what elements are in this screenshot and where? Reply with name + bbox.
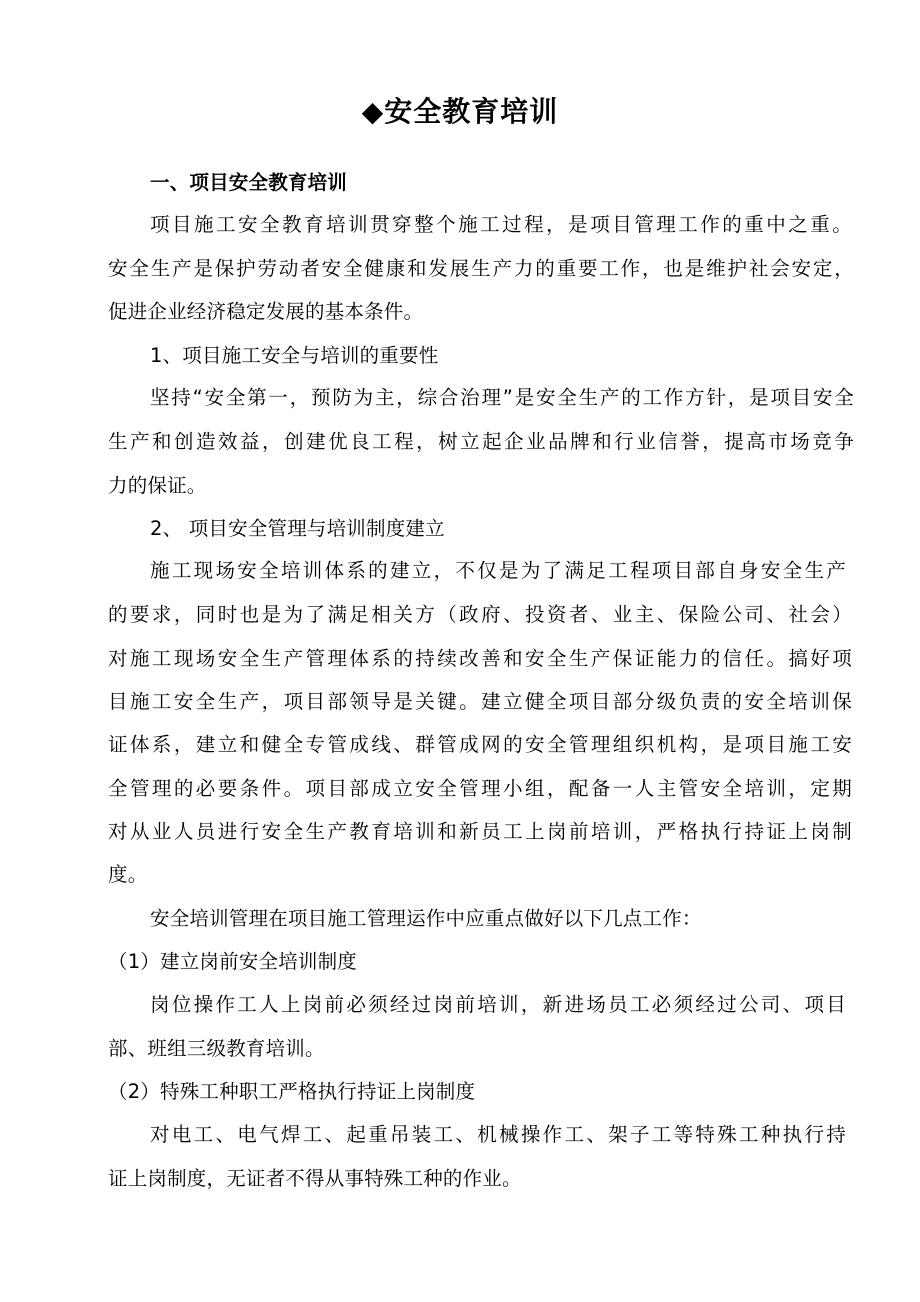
list-item-heading: （2）特殊工种职工严格执行持证上岗制度 [108, 1080, 476, 1103]
paragraph-line: 施工现场安全培训体系的建立，不仅是为了满足工程项目部自身安全生产 [150, 559, 846, 582]
subsection-heading: 1、项目施工安全与培训的重要性 [150, 344, 439, 367]
paragraph-line: 证上岗制度，无证者不得从事特殊工种的作业。 [108, 1167, 522, 1190]
section-heading: 一、项目安全教育培训 [150, 171, 348, 194]
document-title: ◆安全教育培训 [361, 95, 559, 128]
paragraph-line: 安全培训管理在项目施工管理运作中应重点做好以下几点工作： [150, 907, 702, 930]
paragraph-line: 目施工安全生产，项目部领导是关键。建立健全项目部分级负责的安全培训保 [108, 690, 852, 713]
paragraph-line: 对从业人员进行安全生产教育培训和新员工上岗前培训，严格执行持证上岗制 [108, 820, 852, 843]
paragraph-line: 的要求，同时也是为了满足相关方（政府、投资者、业主、保险公司、社会） [108, 603, 852, 626]
paragraph-line: 促进企业经济稳定发展的基本条件。 [108, 300, 424, 323]
paragraph-line: 岗位操作工人上岗前必须经过岗前培训，新进场员工必须经过公司、项目 [150, 993, 846, 1016]
subsection-heading: 2、 项目安全管理与培训制度建立 [150, 517, 445, 540]
paragraph-line: 项目施工安全教育培训贯穿整个施工过程，是项目管理工作的重中之重。 [150, 213, 852, 236]
paragraph-line: 对电工、电气焊工、起重吊装工、机械操作工、架子工等特殊工种执行持 [150, 1123, 846, 1146]
paragraph-line: 全管理的必要条件。项目部成立安全管理小组，配备一人主管安全培训，定期 [108, 777, 852, 800]
paragraph-line: 对施工现场安全生产管理体系的持续改善和安全生产保证能力的信任。搞好项 [108, 647, 852, 670]
paragraph-line: 度。 [108, 863, 148, 886]
paragraph-line: 生产和创造效益，创建优良工程，树立起企业品牌和行业信誉，提高市场竞争 [108, 430, 854, 453]
paragraph-line: 安全生产是保护劳动者安全健康和发展生产力的重要工作，也是维护社会安定， [108, 257, 854, 280]
paragraph-line: 证体系，建立和健全专管成线、群管成网的安全管理组织机构，是项目施工安 [108, 733, 852, 756]
list-item-heading: （1）建立岗前安全培训制度 [108, 950, 358, 973]
paragraph-line: 力的保证。 [108, 474, 207, 497]
paragraph-line: 坚持“安全第一，预防为主，综合治理”是安全生产的工作方针，是项目安全 [150, 386, 854, 409]
paragraph-line: 部、班组三级教育培训。 [108, 1037, 325, 1060]
